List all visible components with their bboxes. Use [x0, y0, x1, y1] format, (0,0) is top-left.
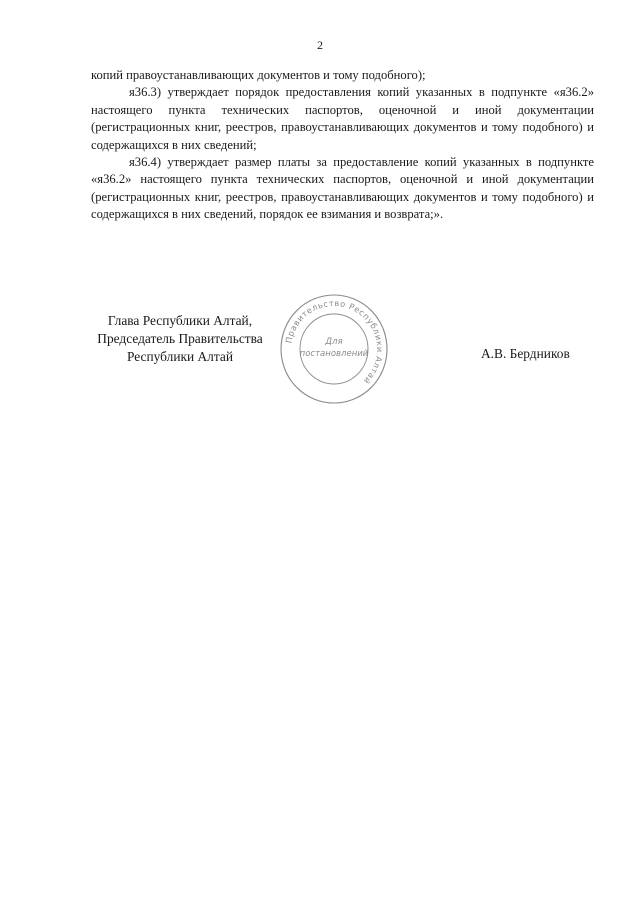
paragraph-item-36-4: я36.4) утверждает размер платы за предоставление копий указанных в подпункте «я36.2» настоящего пункта технических паспортов, оценочной и иной документации (регистрационных книг, реестров, правоустанавливающих документов и тому подобного) и содержащихся в них сведений, порядок ее взимания и возврата;». — [91, 155, 594, 222]
paragraph-item-36-3: я36.3) утверждает порядок предоставления копий указанных в подпункте «я36.2» настоящего пункта технических паспортов, оценочной и иной документации (регистрационных книг, реестров, правоустанавливающих документов и тому подобного) и содержащихся в них сведений; — [91, 85, 594, 152]
seal-center-text-line: Для — [325, 337, 343, 347]
document-body — [91, 67, 594, 224]
paragraph-continuation: копий правоустанавливающих документов и тому подобного); — [91, 68, 426, 82]
seal-center-text-line: постановлений — [299, 349, 369, 359]
signatory-title-line: Глава Республики Алтай, — [107, 313, 253, 328]
seal-outer-text-path: Правительство Республики Алтай — [283, 297, 386, 387]
official-seal-stamp — [278, 293, 390, 405]
signatory-title-line: Председатель Правительства — [97, 331, 263, 346]
page-number: 2 — [317, 38, 323, 52]
signatory-title-line: Республики Алтай — [126, 349, 233, 364]
signatory-name: А.В. Бердников — [481, 346, 570, 361]
signatory-title — [80, 312, 280, 366]
